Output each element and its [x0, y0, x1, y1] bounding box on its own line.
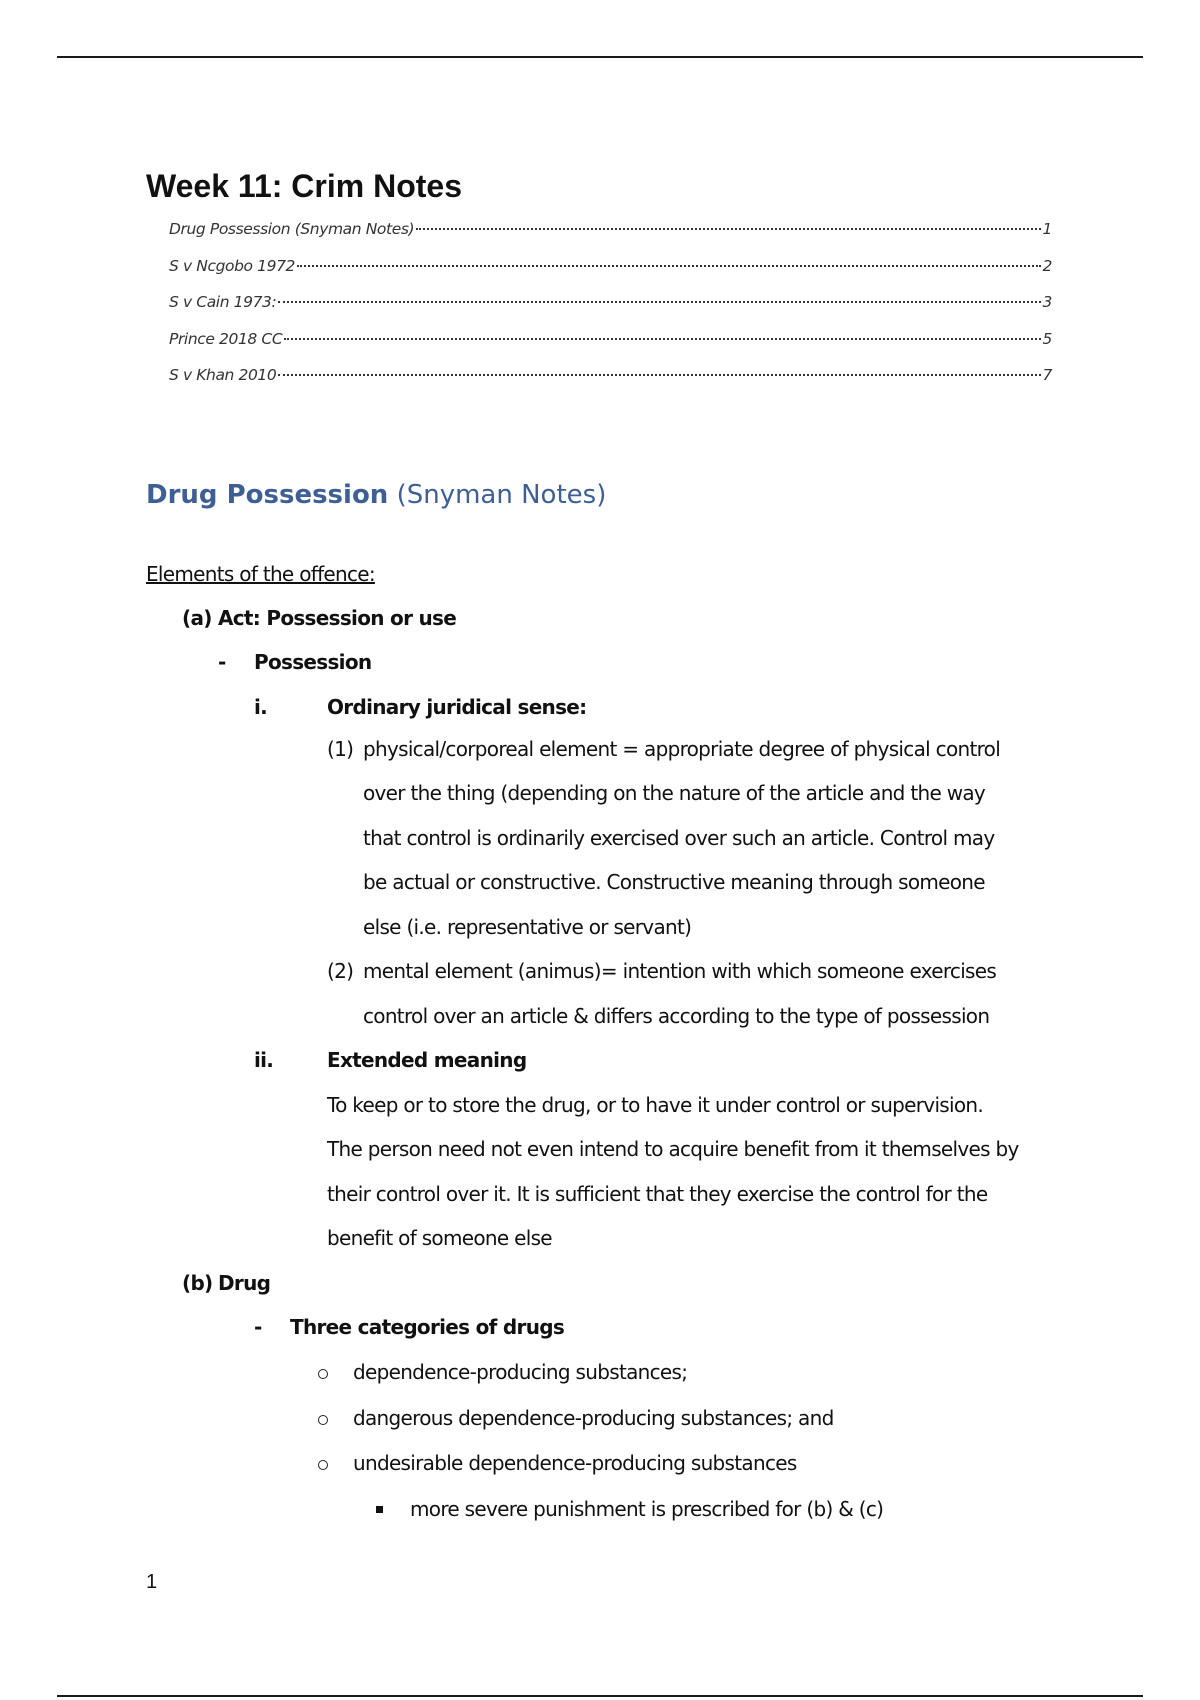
- toc-leader: [278, 301, 1040, 303]
- dash-bullet: -: [218, 650, 226, 674]
- numbered-1-marker: (1): [327, 737, 354, 761]
- square-bullet-icon: [376, 1506, 383, 1513]
- toc-entry-title: Prince 2018 CC: [169, 329, 283, 348]
- circle-bullet-icon: [318, 1460, 328, 1470]
- section-heading-main: Drug Possession: [146, 480, 389, 510]
- numbered-1-line: be actual or constructive. Constructive meaning through someone: [363, 870, 985, 894]
- elements-label: Elements of the offence:: [146, 562, 375, 586]
- toc-entry-title: S v Cain 1973:: [169, 293, 277, 311]
- numbered-2-line: control over an article & differs according to the type of possession: [363, 1004, 990, 1028]
- categories-title: Three categories of drugs: [290, 1315, 565, 1339]
- toc-entry[interactable]: [169, 293, 1052, 330]
- sub-bullet-item: more severe punishment is prescribed for (b) & (c): [410, 1497, 884, 1521]
- extended-meaning-line: To keep or to store the drug, or to have it under control or supervision.: [327, 1093, 984, 1117]
- numbered-1-line: else (i.e. representative or servant): [363, 915, 692, 939]
- toc-entry-page: 2: [1042, 256, 1052, 275]
- numbered-2-marker: (2): [327, 959, 354, 983]
- footer-rule: [57, 1695, 1143, 1697]
- toc-leader: [284, 338, 1040, 340]
- page-number: 1: [146, 1571, 158, 1593]
- possession-label: Possession: [254, 650, 372, 674]
- toc-entry[interactable]: [169, 366, 1052, 403]
- circle-bullet-icon: [318, 1415, 328, 1425]
- toc-entry-title: S v Khan 2010: [169, 366, 277, 384]
- toc-entry-title: Drug Possession (Snyman Notes): [169, 220, 415, 238]
- roman-ii-text: Extended meaning: [327, 1048, 527, 1072]
- item-a-text: Act: Possession or use: [218, 606, 457, 630]
- roman-i-text: Ordinary juridical sense:: [327, 695, 587, 719]
- toc-entry-page: 7: [1042, 366, 1052, 384]
- section-heading: [146, 480, 606, 510]
- numbered-1-line: physical/corporeal element = appropriate degree of physical control: [363, 737, 1001, 761]
- numbered-1-line: over the thing (depending on the nature of the article and the way: [363, 781, 986, 805]
- numbered-2-line: mental element (animus)= intention with which someone exercises: [363, 959, 997, 983]
- toc-entry[interactable]: [169, 330, 1052, 367]
- numbered-1-line: that control is ordinarily exercised over such an article. Control may: [363, 826, 995, 850]
- category-item: dangerous dependence-producing substances; and: [353, 1406, 834, 1430]
- category-item: undesirable dependence-producing substances: [353, 1451, 797, 1475]
- header-rule: [57, 56, 1143, 58]
- item-b-text: Drug: [218, 1271, 271, 1295]
- toc-entry[interactable]: [169, 257, 1052, 294]
- category-item: dependence-producing substances;: [353, 1360, 688, 1384]
- page-title: Week 11: Crim Notes: [146, 168, 462, 204]
- extended-meaning-line: their control over it. It is sufficient that they exercise the control for the: [327, 1182, 988, 1206]
- roman-ii-marker: ii.: [254, 1048, 274, 1072]
- section-heading-sub: (Snyman Notes): [396, 480, 607, 510]
- toc-leader: [416, 228, 1040, 230]
- toc-leader: [297, 265, 1041, 267]
- toc-leader: [278, 374, 1040, 376]
- extended-meaning-line: benefit of someone else: [327, 1226, 552, 1250]
- toc-entry-title: S v Ncgobo 1972: [169, 256, 295, 275]
- dash-bullet: -: [254, 1315, 262, 1339]
- extended-meaning-line: The person need not even intend to acquire benefit from it themselves by: [327, 1137, 1019, 1161]
- roman-i-marker: i.: [254, 695, 268, 719]
- toc-entry-page: 5: [1042, 329, 1052, 348]
- table-of-contents: [169, 220, 1052, 403]
- toc-entry-page: 1: [1042, 220, 1052, 238]
- item-a-marker: (a): [182, 606, 212, 630]
- toc-entry-page: 3: [1042, 293, 1052, 311]
- item-b-marker: (b): [182, 1271, 213, 1295]
- circle-bullet-icon: [318, 1369, 328, 1379]
- toc-entry[interactable]: [169, 220, 1052, 257]
